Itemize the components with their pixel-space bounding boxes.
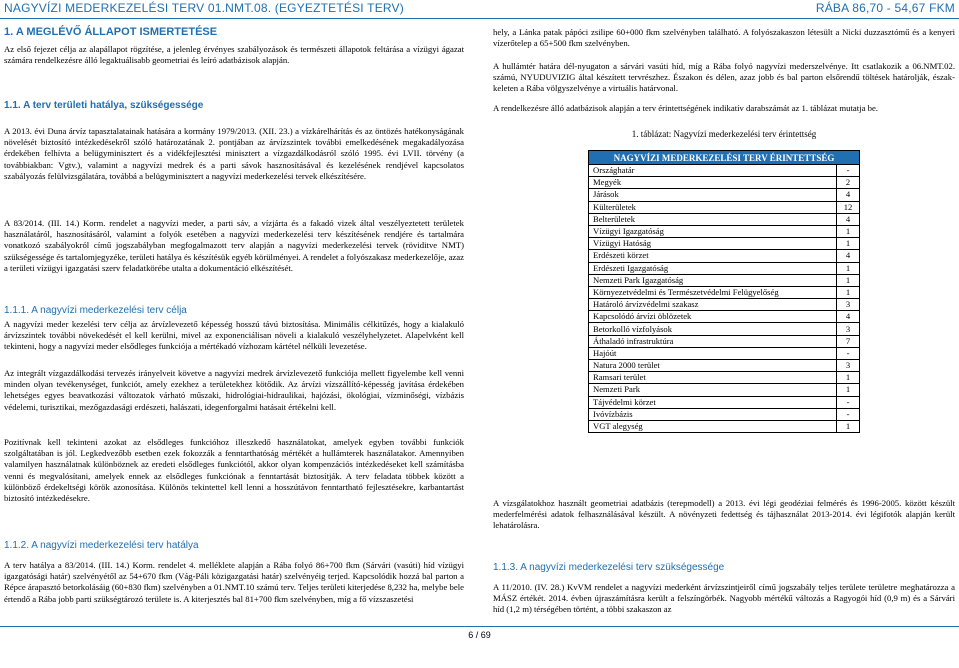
row-label: Kapcsolódó árvízi öblözetek	[589, 311, 837, 323]
row-label: Járások	[589, 189, 837, 201]
row-value: 1	[837, 225, 860, 237]
paragraph-floodplain-boundary: A hullámtér határa dél-nyugaton a sárvári vasúti híd, míg a Rába folyó nagyvízi mederszelvénye. Itt csatlakozik a 06.NMT.02. számú, NYUDUVIZIG által készített tervrészhez. Északon és délen, azaz jobb és bal parton elsőrendű töltések határolják, észak-keleten a Rába völgyszelvénye a virtuális határvonal.	[493, 61, 955, 94]
page-footer	[0, 626, 959, 640]
table-row	[589, 201, 860, 213]
table-row	[589, 238, 860, 250]
row-value: -	[837, 347, 860, 359]
row-value: 1	[837, 420, 860, 432]
table-row	[589, 335, 860, 347]
header-river-section: RÁBA 86,70 - 54,67 FKM	[815, 1, 955, 15]
table-row	[589, 213, 860, 225]
row-value: 4	[837, 189, 860, 201]
row-value: 1	[837, 384, 860, 396]
page-header	[0, 0, 959, 19]
row-label: Nemzeti Park Igazgatóság	[589, 274, 837, 286]
row-label: Ramsari terület	[589, 372, 837, 384]
subsection-heading-1-1-2: 1.1.2. A nagyvízi mederkezelési terv hatálya	[4, 540, 199, 551]
row-value: 3	[837, 360, 860, 372]
row-label: Tájvédelmi körzet	[589, 396, 837, 408]
row-label: Betorkolló vízfolyások	[589, 323, 837, 335]
table-row	[589, 384, 860, 396]
subsection-heading-1-1-1: 1.1.1. A nagyvízi mederkezelési terv célja	[4, 305, 187, 316]
paragraph-decree: A 83/2014. (III. 14.) Korm. rendelet a nagyvízi meder, a parti sáv, a vízjárta és a fakadó vizek által veszélyeztetett területek használatáról, hasznosításáról, valamint a folyók esetében a nagyvízi mederkezelési terv készítésének rendjére és tartalmára vonatkozó szabályokról című jogszabályban megfogalmazott terv alapján a nagyvízi mederkezelési tervek (röviditve NMT) szükségessége és tartalomjegyzéke, területi hatálya és készítésük egyéb körülményei. A rendelet a folyószakasz mederkezelője, azaz a területi vízügyi igazgatási szerv feladatkörébe utalta a dokumentáció elkészítését.	[4, 218, 464, 273]
table-row	[589, 347, 860, 359]
table-row	[589, 420, 860, 432]
row-value: 3	[837, 323, 860, 335]
row-label: Határoló árvízvédelmi szakasz	[589, 299, 837, 311]
table-row	[589, 372, 860, 384]
table-row	[589, 165, 860, 177]
row-value: 4	[837, 311, 860, 323]
paragraph-geometric-database: A vízsgálatokhoz használt geometriai adatbázis (terepmodell) a 2013. évi légi geodéziai felmérés és 1996-2005. között készült mederfelmérési adatok felhasználásával készült. A növényzeti fedettség és tájhasználat 2013-2014. évi légifotók alapján került lehatárolásra.	[493, 498, 955, 531]
row-value: 1	[837, 238, 860, 250]
table-header: NAGYVÍZI MEDERKEZELÉSI TERV ÉRINTETTSÉG	[589, 151, 860, 165]
table-row	[589, 225, 860, 237]
header-doc-title: NAGYVÍZI MEDERKEZELÉSI TERV 01.NMT.08. (EGYEZTETÉSI TERV)	[4, 1, 404, 15]
row-value: 7	[837, 335, 860, 347]
paragraph-sluice-location: hely, a Lánka patak pápóci zsilipe 60+000 fkm szelvényben található. A folyószakaszon létesült a Nicki duzzasztómű és a kenyeri vízerőtelep a 65+500 fkm szelvényben.	[493, 27, 955, 49]
row-label: Országhatár	[589, 165, 837, 177]
row-label: Áthaladó infrastruktúra	[589, 335, 837, 347]
table-row	[589, 286, 860, 298]
row-value: 4	[837, 250, 860, 262]
row-value: 1	[837, 274, 860, 286]
table-row	[589, 323, 860, 335]
row-label: Megyék	[589, 177, 837, 189]
row-label: Ivóvízbázis	[589, 408, 837, 420]
row-label: Belterületek	[589, 213, 837, 225]
row-value: 4	[837, 213, 860, 225]
chapter-heading: 1. A MEGLÉVŐ ÁLLAPOT ISMERTETÉSE	[4, 26, 218, 38]
table-row	[589, 299, 860, 311]
page-number: 6 / 69	[468, 630, 491, 640]
paragraph-table-intro: A rendelkezésre álló adatbázisok alapján a terv érintettségének indikatív darabszámát az 1. táblázat mutatja be.	[493, 103, 878, 113]
row-label: Vízügyi Hatóság	[589, 238, 837, 250]
row-value: -	[837, 165, 860, 177]
row-value: -	[837, 396, 860, 408]
table-row	[589, 274, 860, 286]
table-row	[589, 177, 860, 189]
row-label: Erdészeti körzet	[589, 250, 837, 262]
paragraph-government-decision: A 2013. évi Duna árvíz tapasztalatainak hatására a kormány 1979/2013. (XII. 23.) a vízkárelhárítás és az öntözés hatékonyságának növelését biztosító intézkedésekről szóló határozatának 2. pontjában az árvízszintek további emelkedésének megakadályozása érdekében felhívta a belügyminisztert és a vidékfejlesztési minisztert a vízgazdálkodásról szóló 1995. évi LVII. törvény (a továbbiakban: Vgtv.), valamint a nagyvízi medrek és a parti sávok hasznosításával és kezelésének rendjével kapcsolatos szabályozás felülvizsgálatára, továbbá a belügyminisztert a nagyvízi mederkezelési tervek elkészítésére.	[4, 126, 464, 181]
row-label: Natura 2000 terület	[589, 360, 837, 372]
paragraph-integrated-planning: Az integrált vízgazdálkodási tervezés irányelveit követve a nagyvízi medrek árvízlevezető funkciója mellett figyelembe kell venni minden olyan tevékenységet, funkciót, amely ezekhez a területekhez kötődik. Az árvízi vízszállító-képesség javítása érdekében lehetséges egyes beavatkozási változatok várható műszaki, hidrológiai-hidraulikai, hajózási, ökológiai, vízminőségi, vízbázis védelemi, turisztikai, mezőgazdasági erdészeti, halászati, idegenforgalmi hatásait értékelni kell.	[4, 368, 464, 412]
table-row	[589, 311, 860, 323]
row-value: 1	[837, 372, 860, 384]
section-heading-1-1: 1.1. A terv területi hatálya, szükségessége	[4, 100, 204, 111]
row-label: Nemzeti Park	[589, 384, 837, 396]
row-value: 1	[837, 286, 860, 298]
row-label: VGT alegység	[589, 420, 837, 432]
table-row	[589, 262, 860, 274]
paragraph-plan-goal: A nagyvízi meder kezelési terv célja az árvízlevezető képesség hosszú távú biztosítása. Minimális célkitűzés, hogy a kialakuló árvízszintek további növekedését el kell kerülni, mivel az exponenciálisan növeli a kialakuló veszélyhelyzetet. Alapelvként kell tekinteni, hogy a nagyvízi meder elsődleges funkciója a mértékadó vízhozam kártétel nélküli levezetése.	[4, 319, 464, 352]
row-value: 1	[837, 262, 860, 274]
paragraph-necessity: A 11/2010. (IV. 28.) KvVM rendelet a nagyvízi mederként árvízszintjeiről című jogszabály teljes területe területre meghatározza a MÁSZ értékét. 2014. évben újraszámításra került a felszíngörbék. Nagyobb mértékű változás a Ragyogói híd (0,9 m) és a Sárvári híd (1,2 m) térségében történt, a többi szakaszon az	[493, 582, 955, 615]
row-label: Vízügyi Igazgatóság	[589, 225, 837, 237]
table-row	[589, 189, 860, 201]
table-row	[589, 360, 860, 372]
paragraph-functions: Pozitívnak kell tekinteni azokat az elsődleges funkcióhoz illeszkedő használatokat, amelyek egyben további funkciók szolgáltatában is jól. Legkedvezőbb esetben ezek fokozzák a fenntarthatóság mértékét a hullámterek használatakor. Amennyiben valamilyen használatnak különböznek az eredeti elsődleges funkciótól, akkor olyan kompenzációs intézkedéseket kell számításba venni és megvalósítani, amelyek ennek az elsődleges funkciónak a fenntartását biztosítják. A terv feladata többek között a különböző érdekeltségi körök azonosítása. Különös tekintettel kell lenni a hosszútávon fenntartható fejlesztésekre, karbantartást biztosító intézkedésekre.	[4, 437, 464, 504]
paragraph-plan-scope: A terv hatálya a 83/2014. (III. 14.) Korm. rendelet 4. melléklete alapján a Rába folyó 86+700 fkm (Sárvári (vasúti) híd vízügyi igazgatósági határ) szelvényétől az 54+670 fkm (Vág-Páli közigazgatási határ) szelvényéig terjed. Kapcsolódik hozzá bal parton a Répce árapasztó betorkolásáig (60+830 fkm) szelvényben a 01.NMT.10 számú terv. Teljes területi kiterjedése 8,232 ha, melybe bele értendő a Rába jobb parti szükségtározó területe is. A kiterjesztés bal 81+700 fkm szelvényben, míg a fő vízszaszetési	[4, 560, 464, 604]
row-label: Erdészeti Igazgatóság	[589, 262, 837, 274]
row-value: -	[837, 408, 860, 420]
subsection-heading-1-1-3: 1.1.3. A nagyvízi mederkezelési terv szükségessége	[493, 562, 725, 573]
table-caption: 1. táblázat: Nagyvízi mederkezelési terv érintettség	[631, 129, 817, 139]
row-label: Külterületek	[589, 201, 837, 213]
row-label: Környezetvédelmi és Természetvédelmi Felügyelőség	[589, 286, 837, 298]
table-row	[589, 250, 860, 262]
row-value: 3	[837, 299, 860, 311]
row-label: Hajóút	[589, 347, 837, 359]
impact-table	[588, 150, 860, 433]
table-row	[589, 396, 860, 408]
row-value: 2	[837, 177, 860, 189]
intro-paragraph: Az első fejezet célja az alapállapot rögzítése, a jelenleg érvényes szabályozások és természeti állapotok feltárása a vízügyi ágazat számára rendelkezésre álló legaktuálisabb geometriai és leíró adatbázisok alapján.	[4, 44, 464, 66]
table-row	[589, 408, 860, 420]
row-value: 12	[837, 201, 860, 213]
